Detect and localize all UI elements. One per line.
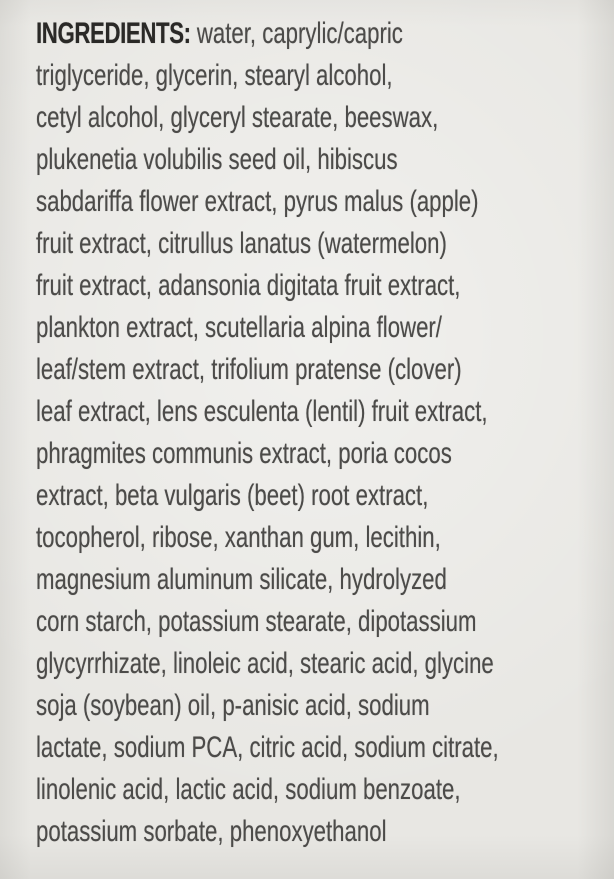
ingredients-line: plukenetia volubilis seed oil, hibiscus (36, 143, 398, 176)
ingredients-line: tocopherol, ribose, xanthan gum, lecithin, (36, 521, 441, 554)
ingredients-line: fruit extract, adansonia digitata fruit extract, (36, 269, 461, 302)
ingredients-paragraph (36, 13, 499, 853)
ingredients-line: potassium sorbate, phenoxyethanol (36, 815, 387, 848)
ingredients-line-text: water, caprylic/capric (190, 17, 403, 50)
ingredients-line: leaf/stem extract, trifolium pratense (clover) (36, 353, 462, 386)
ingredients-line: corn starch, potassium stearate, dipotassium (36, 605, 477, 638)
ingredients-line: fruit extract, citrullus lanatus (watermelon) (36, 227, 447, 260)
ingredients-line: lactate, sodium PCA, citric acid, sodium citrate, (36, 731, 499, 764)
ingredients-line: magnesium aluminum silicate, hydrolyzed (36, 563, 447, 596)
ingredients-line: glycyrrhizate, linoleic acid, stearic acid, glycine (36, 647, 494, 680)
ingredients-line: phragmites communis extract, poria cocos (36, 437, 452, 470)
ingredients-line: linolenic acid, lactic acid, sodium benzoate, (36, 773, 461, 806)
ingredients-line: soja (soybean) oil, p-anisic acid, sodium (36, 689, 430, 722)
ingredients-line: leaf extract, lens esculenta (lentil) fruit extract, (36, 395, 488, 428)
ingredients-heading: INGREDIENTS: (36, 17, 191, 50)
ingredients-line (36, 13, 499, 55)
ingredients-line: sabdariffa flower extract, pyrus malus (apple) (36, 185, 479, 218)
ingredients-line: extract, beta vulgaris (beet) root extract, (36, 479, 429, 512)
ingredients-line: plankton extract, scutellaria alpina flower/ (36, 311, 442, 344)
ingredients-line: triglyceride, glycerin, stearyl alcohol, (36, 59, 393, 92)
ingredients-line: cetyl alcohol, glyceryl stearate, beeswax, (36, 101, 439, 134)
